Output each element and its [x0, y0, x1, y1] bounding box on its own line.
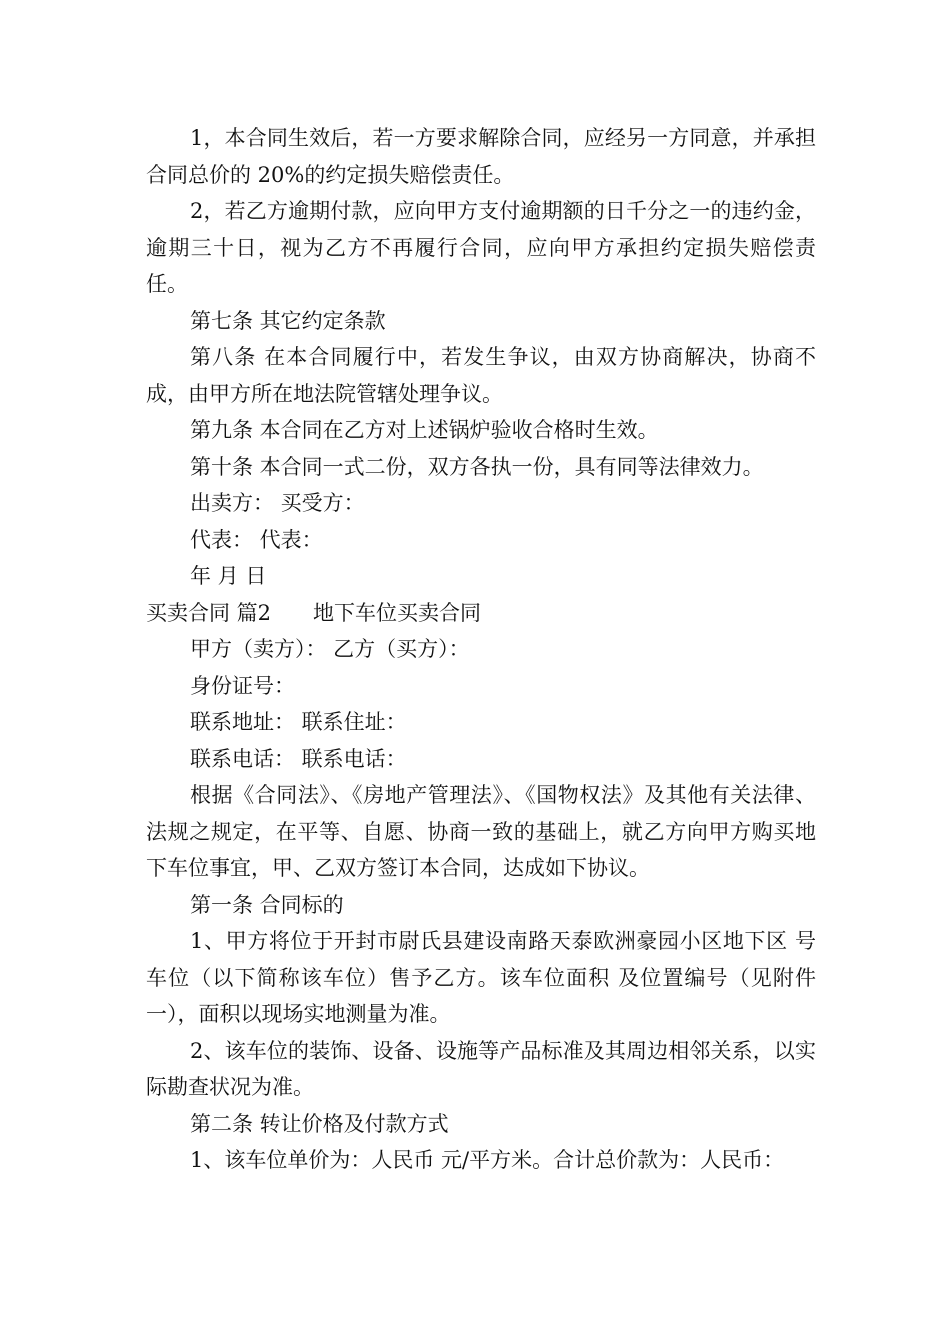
- paragraph-article-1-item-1: 1、甲方将位于开封市尉氏县建设南路天泰欧洲豪园小区地下区 号车位（以下简称该车位）售予乙方。该车位面积 及位置编号（见附件一），面积以现场实地测量为准。: [146, 929, 816, 1026]
- document-body: [146, 120, 816, 1179]
- paragraph-article-1-item-2: 2、该车位的装饰、设备、设施等产品标准及其周边相邻关系，以实际勘查状况为准。: [146, 1038, 816, 1099]
- paragraph-article-9: 第九条 本合同在乙方对上述锅炉验收合格时生效。: [190, 418, 659, 442]
- paragraph-article-10: 第十条 本合同一式二份，双方各执一份，具有同等法律效力。: [190, 454, 764, 479]
- paragraph-date: 年 月 日: [190, 564, 267, 588]
- paragraph-phone: 联系电话： 联系电话：: [190, 746, 407, 771]
- section-heading: 买卖合同 篇2 地下车位买卖合同: [146, 600, 482, 625]
- paragraph-article-8: 第八条 在本合同履行中，若发生争议，由双方协商解决，协商不成，由甲方所在地法院管辖处理争议。: [146, 345, 816, 406]
- paragraph-representatives: 代表： 代表：: [190, 527, 323, 552]
- paragraph-parties: 甲方（卖方）： 乙方（买方）：: [190, 637, 470, 661]
- paragraph-seller-buyer: 出卖方： 买受方：: [190, 491, 365, 515]
- paragraph-clause-2: 2，若乙方逾期付款，应向甲方支付逾期额的日千分之一的违约金，逾期三十日，视为乙方不再履行合同，应向甲方承担约定损失赔偿责任。: [146, 199, 816, 296]
- paragraph-clause-1: 1，本合同生效后，若一方要求解除合同，应经另一方同意，并承担合同总价的 20%的约定损失赔偿责任。: [146, 126, 816, 187]
- paragraph-article-1: 第一条 合同标的: [190, 892, 344, 917]
- paragraph-article-2-item-1: 1、该车位单价为：人民币 元/平方米。合计总价款为：人民币：: [190, 1148, 785, 1172]
- paragraph-address: 联系地址： 联系住址：: [190, 710, 407, 734]
- paragraph-article-7: 第七条 其它约定条款: [190, 308, 386, 333]
- paragraph-article-2: 第二条 转让价格及付款方式: [190, 1111, 449, 1136]
- paragraph-id-number: 身份证号：: [190, 673, 295, 698]
- paragraph-preamble: 根据《合同法》、《房地产管理法》、《国物权法》及其他有关法律、法规之规定，在平等、自愿、协商一致的基础上，就乙方向甲方购买地下车位事宜，甲、乙双方签订本合同，达成如下协议。: [146, 783, 816, 880]
